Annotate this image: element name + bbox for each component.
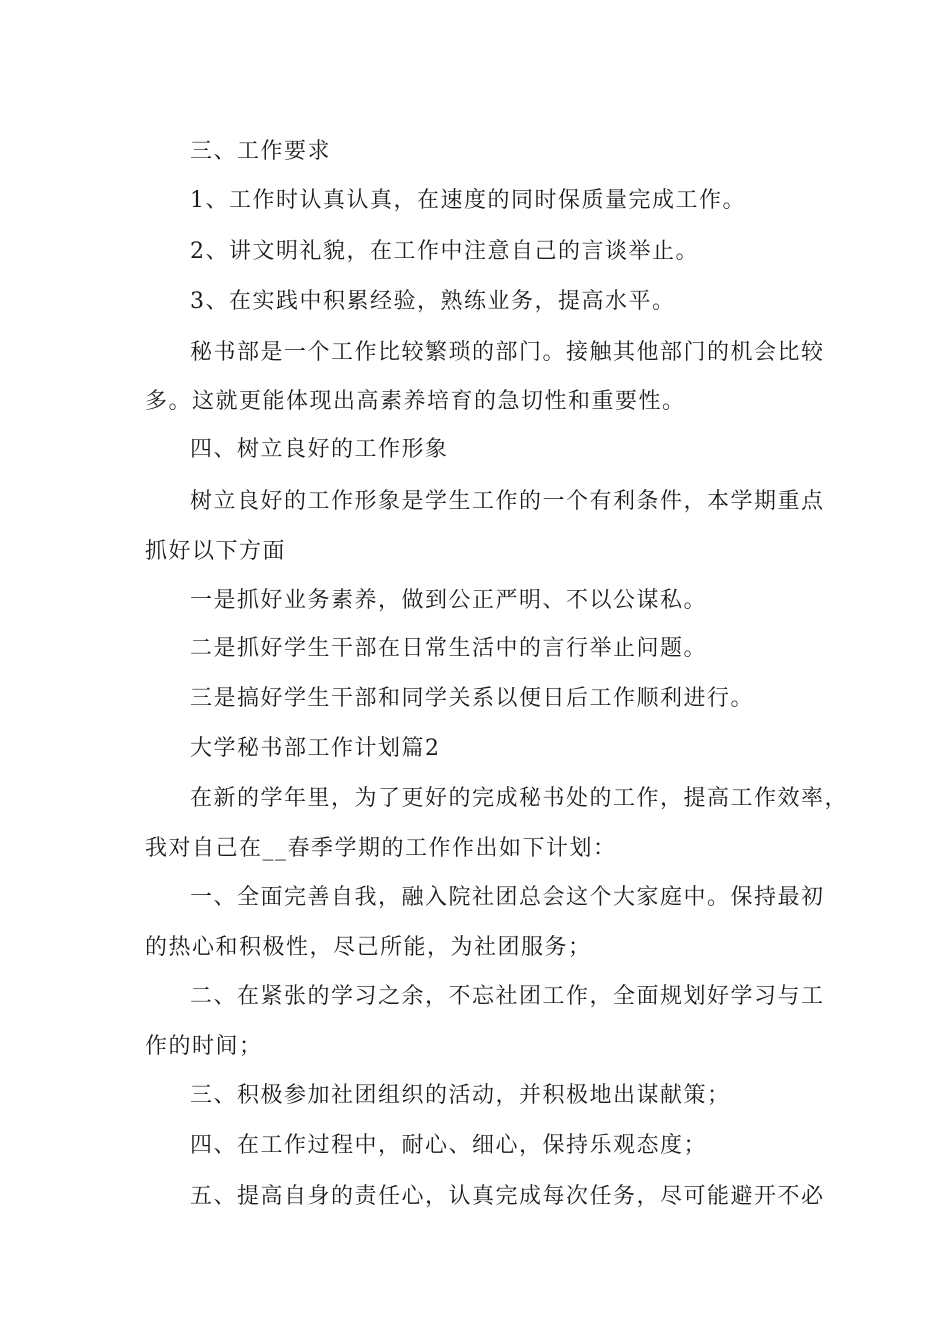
paragraph-line: 抓好以下方面	[145, 539, 287, 564]
list-item: 3、在实践中积累经验，熟练业务，提高水平。	[190, 289, 676, 314]
paragraph-line: 多。这就更能体现出高素养培育的急切性和重要性。	[145, 389, 686, 414]
list-item: 2、讲文明礼貌，在工作中注意自己的言谈举止。	[190, 239, 699, 264]
list-item: 三是搞好学生干部和同学关系以便日后工作顺利进行。	[190, 686, 755, 711]
list-item: 二、在紧张的学习之余，不忘社团工作，全面规划好学习与工	[190, 984, 825, 1009]
list-item: 五、提高自身的责任心，认真完成每次任务，尽可能避开不必	[190, 1184, 825, 1209]
paragraph-line: 树立良好的工作形象是学生工作的一个有利条件，本学期重点	[190, 489, 825, 514]
list-item: 一是抓好业务素养，做到公正严明、不以公谋私。	[190, 588, 708, 613]
paragraph-line: 在新的学年里，为了更好的完成秘书处的工作，提高工作效率，	[190, 786, 849, 811]
list-item: 一、全面完善自我，融入院社团总会这个大家庭中。保持最初	[190, 885, 825, 910]
paragraph-line: 作的时间；	[145, 1034, 263, 1059]
paragraph-line: 我对自己在__春季学期的工作作出如下计划：	[145, 836, 617, 861]
section-heading: 四、树立良好的工作形象	[190, 437, 449, 462]
section-heading: 三、工作要求	[190, 139, 332, 164]
list-item: 二是抓好学生干部在日常生活中的言行举止问题。	[190, 636, 708, 661]
paragraph-line: 秘书部是一个工作比较繁琐的部门。接触其他部门的机会比较	[190, 340, 825, 365]
article-title: 大学秘书部工作计划篇2	[190, 736, 441, 761]
list-item: 四、在工作过程中，耐心、细心，保持乐观态度；	[190, 1133, 708, 1158]
paragraph-line: 的热心和积极性，尽己所能，为社团服务；	[145, 935, 592, 960]
list-item: 1、工作时认真认真，在速度的同时保质量完成工作。	[190, 188, 746, 213]
list-item: 三、积极参加社团组织的活动，并积极地出谋献策；	[190, 1083, 731, 1108]
